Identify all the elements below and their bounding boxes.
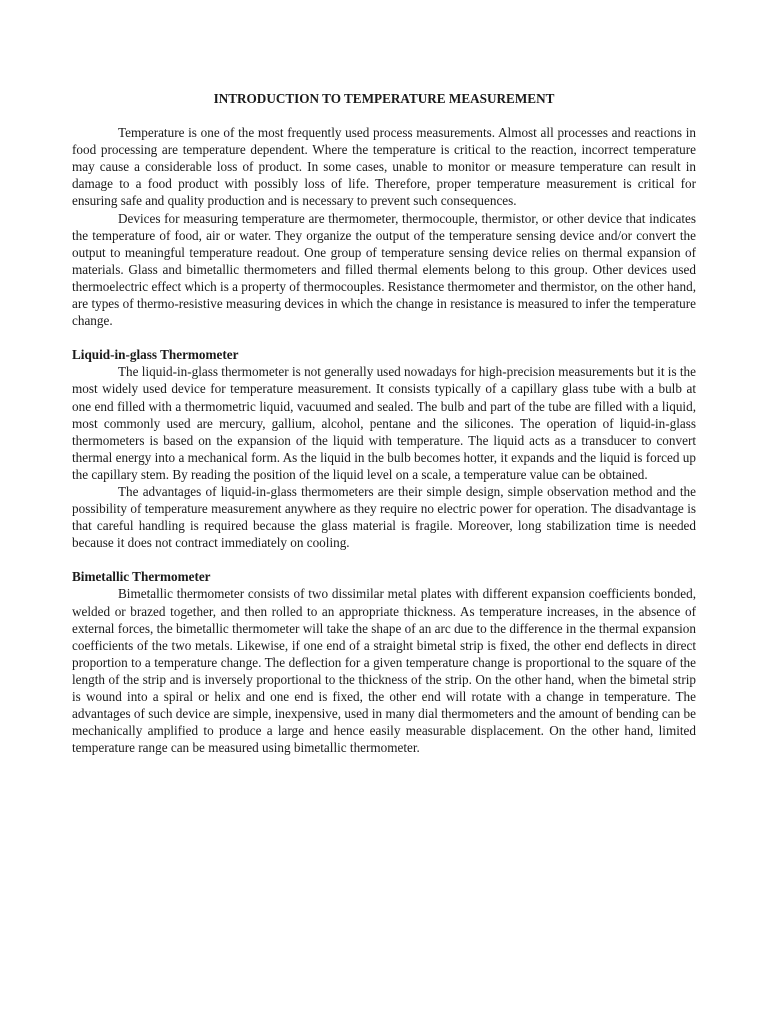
section-paragraph: The advantages of liquid-in-glass thermometers are their simple design, simple observation method and the possibility of temperature measurement anywhere as they require no electric power for operation. The disadvantage is that careful handling is required because the glass material is fragile. Moreover, long stabilization time is needed because it does not contract immediately on cooling. [72,483,696,551]
section-paragraph: The liquid-in-glass thermometer is not generally used nowadays for high-precision measurements but it is the most widely used device for temperature measurement. It consists typically of a capillary glass tube with a bulb at one end filled with a thermometric liquid, vacuumed and sealed. The bulb and part of the tube are filled with a liquid, most commonly used are mercury, gallium, alcohol, pentane and the silicones. The operation of liquid-in-glass thermometers is based on the expansion of the liquid with temperature. The liquid acts as a transducer to convert thermal energy into a mechanical form. As the liquid in the bulb becomes hotter, it expands and the liquid is forced up the capillary stem. By reading the position of the liquid level on a scale, a temperature value can be obtained. [72,364,696,482]
section-bimetallic [72,568,696,756]
section-heading: Bimetallic Thermometer [72,569,211,585]
intro-paragraph: Temperature is one of the most frequently used process measurements. Almost all processes and reactions in food processing are temperature dependent. Where the temperature is critical to the reaction, incorrect temperature may cause a considerable loss of product. In some cases, unable to monitor or measure temperature can result in damage to a food product with possibly loss of life. Therefore, proper temperature measurement is critical for ensuring safe and quality production and is necessary to prevent such consequences. [72,125,696,209]
section-liquid-in-glass [72,346,696,551]
section-paragraph: Bimetallic thermometer consists of two dissimilar metal plates with different expansion coefficients bonded, welded or brazed together, and then rolled to an appropriate thickness. As temperature increases, in the absence of external forces, the bimetallic thermometer will take the shape of an arc due to the difference in the thermal expansion coefficients of the two metals. Likewise, if one end of a straight bimetal strip is fixed, the other end deflects in direct proportion to a temperature change. The deflection for a given temperature change is proportional to the square of the length of the strip and is inversely proportional to the thickness of the strip. On the other hand, when the bimetal strip is wound into a spiral or helix and one end is fixed, the other end will rotate with a change in temperature. The advantages of such device are simple, inexpensive, used in many dial thermometers and the amount of bending can be mechanically amplified to produce a large and hence easily measurable displacement. On the other hand, limited temperature range can be measured using bimetallic thermometer. [72,586,696,756]
intro-paragraph: Devices for measuring temperature are thermometer, thermocouple, thermistor, or other device that indicates the temperature of food, air or water. They organize the output of the temperature sensing device and/or convert the output to meaningful temperature readout. One group of temperature sensing device relies on thermal expansion of materials. Glass and bimetallic thermometers and filled thermal elements belong to this group. Other devices used thermoelectric effect which is a property of thermocouples. Resistance thermometer and thermistor, on the other hand, are types of thermo-resistive measuring devices in which the change in resistance is measured to infer the temperature change. [72,210,696,329]
document-page [72,90,696,756]
document-title: INTRODUCTION TO TEMPERATURE MEASUREMENT [213,91,555,106]
section-heading: Liquid-in-glass Thermometer [72,347,239,363]
